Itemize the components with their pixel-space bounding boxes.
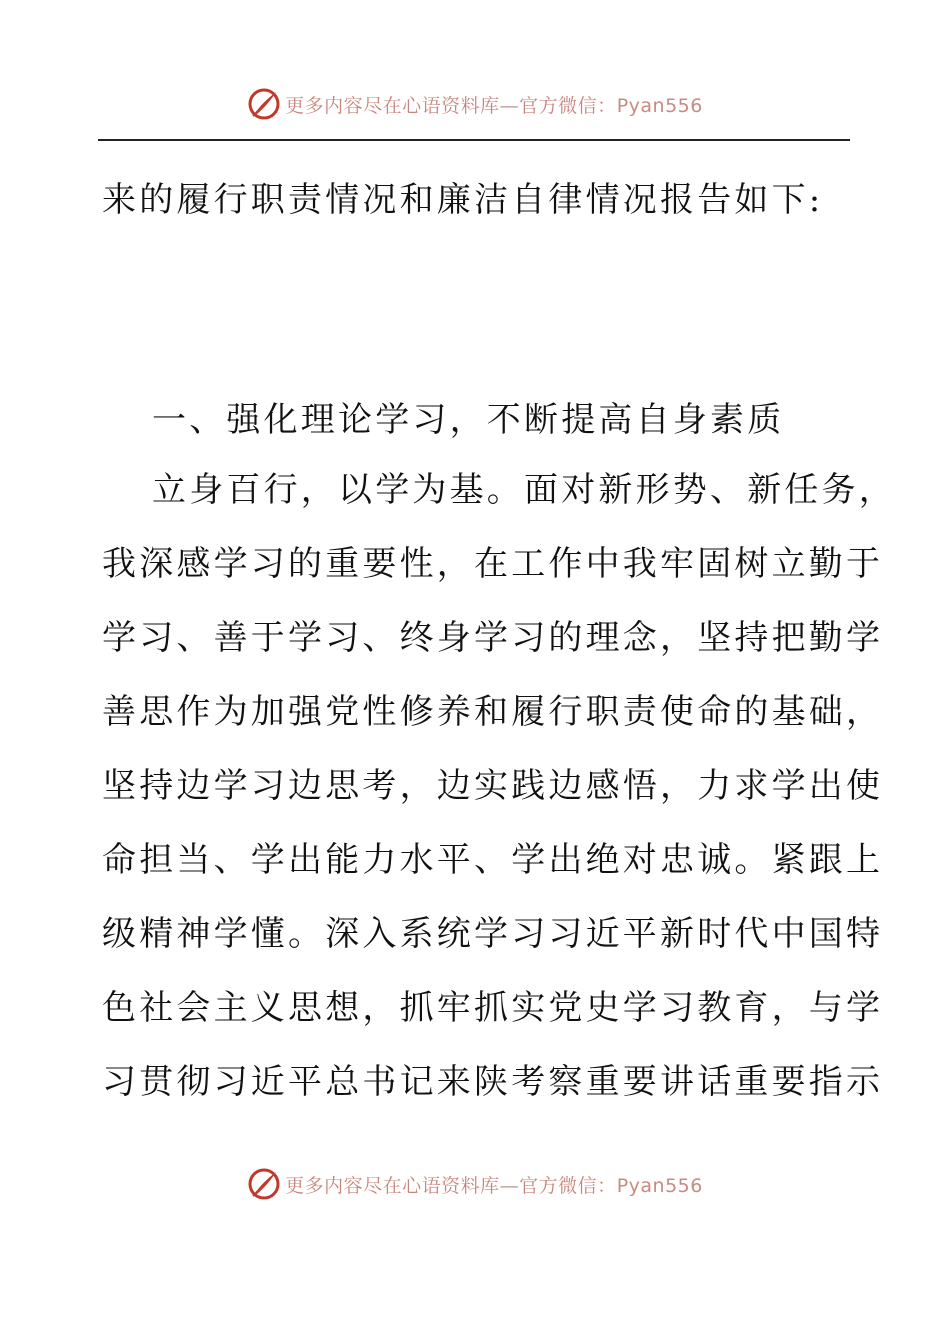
header-banner [0, 84, 950, 124]
paragraph-line: 我深感学习的重要性，在工作中我牢固树立勤于 [102, 544, 884, 584]
paragraph-line: 学习、善于学习、终身学习的理念，坚持把勤学 [102, 618, 884, 658]
paragraph-line: 习贯彻习近平总书记来陕考察重要讲话重要指示 [102, 1062, 884, 1102]
footer-wechat-label: 官方微信： [519, 1174, 617, 1197]
header-separator: — [499, 94, 520, 117]
footer-site-name: 更多内容尽在心语资料库 [285, 1174, 500, 1197]
paragraph-line: 善思作为加强党性修养和履行职责使命的基础， [102, 692, 884, 732]
footer-text [285, 1171, 703, 1198]
footer-separator: — [499, 1174, 520, 1197]
header-divider [98, 139, 850, 141]
section-heading: 一、强化理论学习，不断提高自身素质 [152, 400, 785, 440]
header-wechat-label: 官方微信： [519, 94, 617, 117]
paragraph-line: 立身百行，以学为基。面对新形势、新任务， [152, 470, 896, 510]
paragraph-line: 坚持边学习边思考，边实践边感悟，力求学出使 [102, 766, 884, 806]
quill-pen-logo-icon [247, 87, 281, 121]
quill-pen-logo-icon [247, 1167, 281, 1201]
paragraph-line: 级精神学懂。深入系统学习习近平新时代中国特 [102, 914, 884, 954]
paragraph-line: 命担当、学出能力水平、学出绝对忠诚。紧跟上 [102, 840, 884, 880]
header-wechat-id: Pyan556 [616, 94, 703, 117]
header-text [285, 91, 703, 118]
footer-banner [0, 1164, 950, 1204]
footer-wechat-id: Pyan556 [616, 1174, 703, 1197]
paragraph-line: 色社会主义思想，抓牢抓实党史学习教育，与学 [102, 988, 884, 1028]
intro-line: 来的履行职责情况和廉洁自律情况报告如下: [102, 180, 824, 220]
header-site-name: 更多内容尽在心语资料库 [285, 94, 500, 117]
